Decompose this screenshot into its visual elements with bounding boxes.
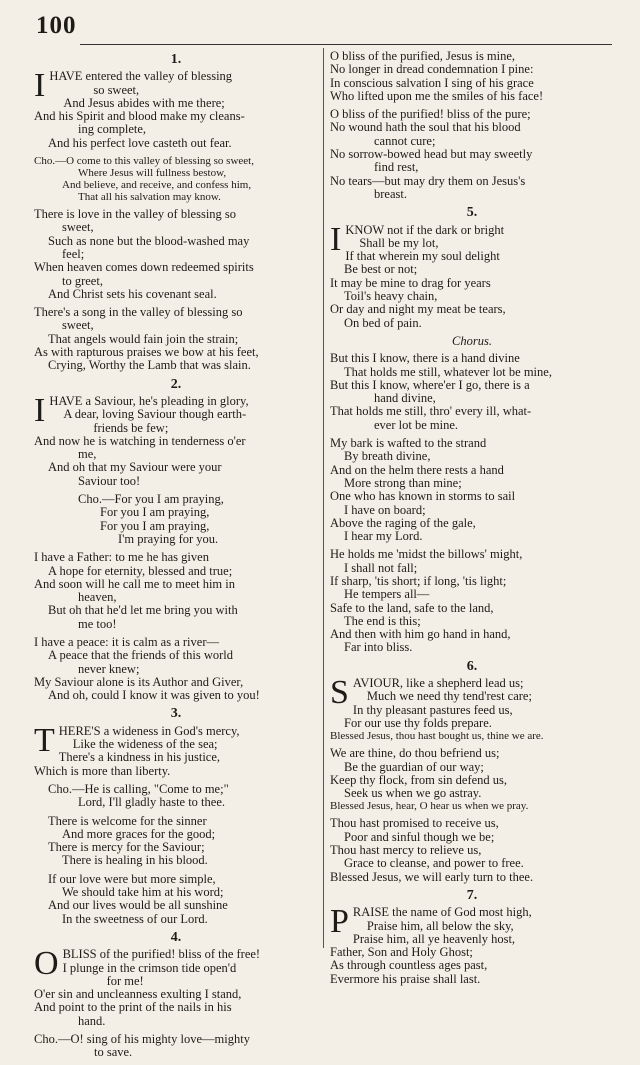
verse-line: A hope for eternity, blessed and true; <box>48 564 233 578</box>
verse-line: to greet, <box>62 274 103 288</box>
verse-line: RAISE the name of God most high, <box>352 906 532 920</box>
verse-line: sweet, <box>62 221 94 235</box>
verse-line: And more graces for the good; <box>62 827 216 841</box>
hymn-number-1: 1. <box>170 52 182 67</box>
verse-line: If our love were but more simple, <box>48 872 216 886</box>
hymn-3-stanza-3 <box>34 873 318 926</box>
hymn-3-chorus <box>34 783 318 810</box>
verse-line: Keep thy flock, from sin defend us, <box>330 773 508 787</box>
verse-line: More strong than mine; <box>344 476 462 490</box>
chorus-line: ever lot be mine. <box>374 418 458 432</box>
chorus-line: That holds me still, whatever lot be mine, <box>344 365 552 379</box>
verse-line: so sweet, <box>93 83 140 97</box>
verse-line: Saviour too! <box>78 474 141 488</box>
verse-line: There is welcome for the sinner <box>48 814 207 828</box>
verse-line: Thou hast mercy to relieve us, <box>330 844 482 858</box>
hymn-2-stanza-2 <box>34 551 318 631</box>
verse-line: But oh that he'd let me bring you with <box>48 604 238 618</box>
verse-line: Be the guardian of our way; <box>344 760 484 774</box>
verse-line: Or day and night my meat be tears, <box>330 303 506 317</box>
verse-line: me too! <box>78 617 117 631</box>
drop-cap-letter: I <box>330 220 342 258</box>
verse-line: One who has known in storms to sail <box>330 490 516 504</box>
chorus-line: For you I am praying, <box>100 519 210 533</box>
verse-line: feel; <box>62 247 85 261</box>
verse-line: And Jesus abides with me there; <box>63 96 225 110</box>
hymn-1-stanza-2 <box>34 208 318 301</box>
verse-line: As with rapturous praises we bow at his feet, <box>34 346 259 360</box>
verse-line: Praise him, all below the sky, <box>366 919 514 933</box>
refrain-line: Blessed Jesus, thou hast bought us, thine we are. <box>330 730 544 743</box>
verse-line: By breath divine, <box>344 450 431 464</box>
verse-line: If sharp, 'tis short; if long, 'tis light; <box>330 574 507 588</box>
verse-line: O bliss of the purified! bliss of the pure; <box>330 108 531 122</box>
verse-line: The end is this; <box>344 614 421 628</box>
verse-line: I hear my Lord. <box>344 530 423 544</box>
verse-line: On bed of pain. <box>344 316 422 330</box>
hymn-number-3: 3. <box>170 706 182 722</box>
verse-line: Thou hast promised to receive us, <box>330 817 499 831</box>
verse-line: Shall be my lot, <box>359 236 439 250</box>
chorus-line: That all his salvation may know. <box>78 191 221 204</box>
verse-line: There's a song in the valley of blessing so <box>34 306 243 320</box>
verse-line: heaven, <box>78 591 117 605</box>
verse-line: A peace that the friends of this world <box>48 649 234 663</box>
verse-line: Evermore his praise shall last. <box>330 972 481 986</box>
hymn-4-stanza-3 <box>330 108 614 201</box>
verse-line: If that wherein my soul delight <box>345 250 500 264</box>
verse-line: A dear, loving Saviour though earth- <box>63 408 247 422</box>
verse-line: There is healing in his blood. <box>62 854 208 868</box>
hymn-5-chorus <box>330 352 614 432</box>
verse-line: O'er sin and uncleanness exulting I stand, <box>34 988 242 1002</box>
verse-line: Crying, Worthy the Lamb that was slain. <box>48 359 251 373</box>
verse-line: sweet, <box>62 319 94 333</box>
hymn-5-stanza-3 <box>330 548 614 654</box>
verse-line: There is mercy for the Saviour; <box>48 841 205 855</box>
hymn-3-stanza-1 <box>34 721 318 778</box>
verse-line: ing complete, <box>78 123 147 137</box>
hymn-7-stanza-1 <box>330 903 614 986</box>
verse-line: And his perfect love casteth out fear. <box>48 136 232 150</box>
hymn-4-stanza-1 <box>34 945 318 1028</box>
verse-line: And our lives would be all sunshine <box>48 899 228 913</box>
verse-line: Far into bliss. <box>344 641 413 655</box>
drop-cap-letter: P <box>330 903 349 941</box>
verse-line: friends be few; <box>93 421 169 435</box>
verse-line: There's a kindness in his justice, <box>58 751 221 765</box>
chorus-line: to save. <box>94 1046 133 1060</box>
hymn-number-5: 5. <box>466 205 478 221</box>
verse-line: Father, Son and Holy Ghost; <box>330 946 473 960</box>
drop-cap-letter: I <box>34 67 46 105</box>
hymn-number-2: 2. <box>170 376 182 392</box>
verse-line: No longer in dread condemnation I pine: <box>330 63 534 77</box>
verse-line: breast. <box>374 187 407 201</box>
hymn-4-stanza-2 <box>330 50 614 103</box>
chorus-line: Cho.—O come to this valley of blessing so sweet, <box>34 155 254 168</box>
verse-line: cannot cure; <box>374 134 436 148</box>
chorus-line: Where Jesus will fullness bestow, <box>78 167 227 180</box>
verse-line: O bliss of the purified, Jesus is mine, <box>330 50 516 63</box>
verse-line: No tears—but may dry them on Jesus's <box>330 174 526 188</box>
verse-line: I shall not fall; <box>344 561 418 575</box>
verse-line: hand. <box>78 1014 106 1028</box>
right-column <box>330 50 614 991</box>
hymn-1-chorus <box>34 155 318 203</box>
verse-line: In the sweetness of our Lord. <box>62 912 208 926</box>
verse-line: BLISS of the purified! bliss of the free! <box>62 948 261 962</box>
verse-line: I have on board; <box>344 503 426 517</box>
verse-line: Toil's heavy chain, <box>344 290 438 304</box>
hymn-5-stanza-1 <box>330 220 614 330</box>
hymn-5-stanza-2 <box>330 437 614 543</box>
hymn-1-stanza-1 <box>34 67 318 150</box>
verse-line: AVIOUR, like a shepherd lead us; <box>352 677 524 691</box>
verse-line: He holds me 'midst the billows' might, <box>330 548 523 562</box>
verse-line: KNOW not if the dark or bright <box>345 223 505 237</box>
chorus-line: But this I know, there is a hand divine <box>330 352 520 366</box>
verse-line: And on the helm there rests a hand <box>330 463 504 477</box>
hymn-4-chorus <box>34 1033 318 1060</box>
verse-line: He tempers all— <box>344 588 430 602</box>
chorus-line: I'm praying for you. <box>118 532 219 546</box>
drop-cap-letter: O <box>34 945 59 983</box>
verse-line: find rest, <box>374 161 419 175</box>
hymn-number-4: 4. <box>170 929 182 945</box>
hymn-3-stanza-2 <box>34 815 318 868</box>
verse-line: Like the wideness of the sea; <box>72 738 218 752</box>
verse-line: And oh, could I know it was given to you! <box>48 689 260 703</box>
verse-line: It may be mine to drag for years <box>330 276 491 290</box>
verse-line: We should take him at his word; <box>62 886 224 900</box>
drop-cap-letter: T <box>34 721 55 759</box>
chorus-line: For you I am praying, <box>100 506 210 520</box>
verse-line: I have a peace: it is calm as a river— <box>34 635 219 649</box>
verse-line: There is love in the valley of blessing so <box>34 208 237 222</box>
hymn-number-6: 6. <box>466 658 478 674</box>
verse-line: Above the raging of the gale, <box>330 516 476 530</box>
hymn-6-stanza-3 <box>330 817 614 883</box>
verse-line: And now he is watching in tenderness o'er <box>34 434 246 448</box>
hymn-6-stanza-2 <box>330 747 614 812</box>
header-rule <box>80 44 612 45</box>
verse-line: No sorrow-bowed head but may sweetly <box>330 148 533 162</box>
hymn-6-stanza-1 <box>330 674 614 743</box>
verse-line: HERE'S a wideness in God's mercy, <box>58 724 240 738</box>
verse-line: Which is more than liberty. <box>34 764 171 778</box>
chorus-heading: Chorus. <box>452 333 492 348</box>
refrain-line: Blessed Jesus, hear, O hear us when we pray. <box>330 800 529 813</box>
hymn-2-chorus <box>34 493 318 546</box>
verse-line: And Christ sets his covenant seal. <box>48 287 217 301</box>
chorus-line: But this I know, where'er I go, there is a <box>330 378 530 392</box>
verse-line: And his Spirit and blood make my cleans- <box>34 110 245 124</box>
verse-line: My Saviour alone is its Author and Giver, <box>34 675 244 689</box>
verse-line: And soon will he call me to meet him in <box>34 577 236 591</box>
verse-line: Safe to the land, safe to the land, <box>330 601 494 615</box>
refrain-line: Blessed Jesus, we will early turn to thee. <box>330 870 534 884</box>
verse-line: And then with him go hand in hand, <box>330 628 511 642</box>
verse-line: For our use thy folds prepare. <box>344 716 492 730</box>
verse-line: Who lifted upon me the smiles of his face! <box>330 89 544 103</box>
verse-line: When heaven comes down redeemed spirits <box>34 261 254 275</box>
verse-line: As through countless ages past, <box>330 959 488 973</box>
verse-line: Much we need thy tend'rest care; <box>366 690 532 704</box>
verse-line: Be best or not; <box>344 263 418 277</box>
verse-line: HAVE entered the valley of blessing <box>49 70 233 84</box>
chorus-line: Cho.—O! sing of his mighty love—mighty <box>34 1033 250 1046</box>
hymn-2-stanza-1 <box>34 391 318 488</box>
hymn-number-7: 7. <box>466 887 478 903</box>
verse-line: Grace to cleanse, and power to free. <box>344 857 524 871</box>
verse-line: Praise him, all ye heavenly host, <box>352 932 516 946</box>
verse-line: Seek us when we go astray. <box>344 787 482 801</box>
verse-line: never knew; <box>78 662 140 676</box>
verse-line: No wound hath the soul that his blood <box>330 121 521 135</box>
chorus-line: That holds me still, thro' every ill, what- <box>330 405 532 419</box>
chorus-line: And believe, and receive, and confess him, <box>62 179 252 192</box>
verse-line: me, <box>78 448 97 462</box>
verse-line: In thy pleasant pastures feed us, <box>352 703 513 717</box>
drop-cap-letter: I <box>34 391 46 429</box>
verse-line: HAVE a Saviour, he's pleading in glory, <box>49 394 249 408</box>
verse-line: for me! <box>106 974 144 988</box>
verse-line: My bark is wafted to the strand <box>330 437 487 451</box>
verse-line: That angels would fain join the strain; <box>48 332 239 346</box>
verse-line: Poor and sinful though we be; <box>344 830 495 844</box>
verse-line: And oh that my Saviour were your <box>48 461 222 475</box>
chorus-line: Cho.—For you I am praying, <box>78 493 224 507</box>
verse-line: I have a Father: to me he has given <box>34 551 209 565</box>
verse-line: We are thine, do thou befriend us; <box>330 747 500 761</box>
verse-line: In conscious salvation I sing of his grace <box>330 76 534 90</box>
column-divider <box>323 48 324 948</box>
chorus-line: Lord, I'll gladly haste to thee. <box>78 796 226 810</box>
left-column <box>34 50 318 1065</box>
verse-line: And point to the print of the nails in his <box>34 1001 232 1015</box>
chorus-line: hand divine, <box>374 392 436 406</box>
drop-cap-letter: S <box>330 674 349 712</box>
verse-line: I plunge in the crimson tide open'd <box>62 961 237 975</box>
verse-line: Such as none but the blood-washed may <box>48 234 250 248</box>
hymn-1-stanza-3 <box>34 306 318 372</box>
chorus-line: Cho.—He is calling, "Come to me;" <box>48 782 229 796</box>
hymn-2-stanza-3 <box>34 636 318 702</box>
page-number: 100 <box>36 12 77 39</box>
